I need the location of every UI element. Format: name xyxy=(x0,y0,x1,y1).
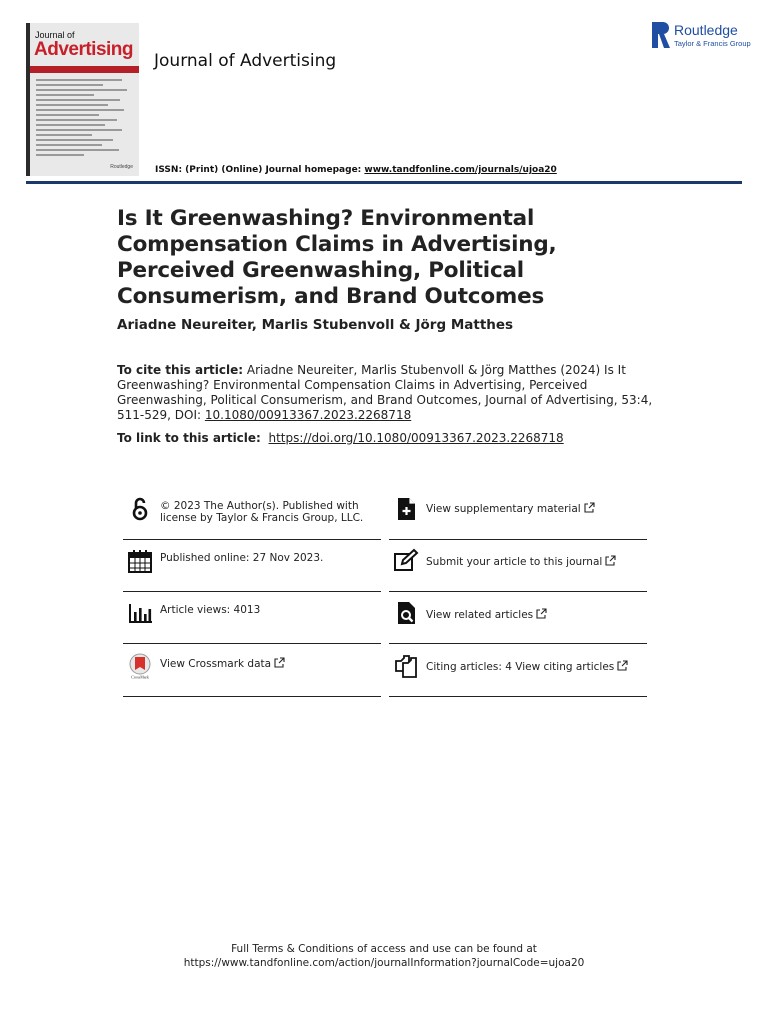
submit-link[interactable] xyxy=(426,555,642,568)
open-access-text: © 2023 The Author(s). Published with license by Taylor & Francis Group, LLC. xyxy=(160,500,364,524)
submit-text: Submit your article to this journal xyxy=(426,556,603,568)
journal-homepage-link[interactable]: www.tandfonline.com/journals/ujoa20 xyxy=(364,165,557,175)
add-document-icon xyxy=(393,496,419,522)
article-authors: Ariadne Neureiter, Marlis Stubenvoll & Jörg Matthes xyxy=(117,317,514,333)
footer xyxy=(0,942,768,970)
external-link-icon xyxy=(605,555,616,566)
article-doi-url[interactable]: https://doi.org/10.1080/00913367.2023.2268718 xyxy=(268,431,564,445)
cover-title-line2: Advertising xyxy=(34,39,134,60)
views-cell xyxy=(123,592,381,644)
journal-cover-thumbnail xyxy=(26,23,139,176)
published-cell xyxy=(123,540,381,592)
cover-contents-lines xyxy=(36,79,132,159)
footer-terms-url[interactable]: https://www.tandfonline.com/action/journalInformation?journalCode=ujoa20 xyxy=(183,957,585,969)
related-text: View related articles xyxy=(426,609,534,621)
citing-text: Citing articles: 4 View citing articles xyxy=(426,661,615,673)
cover-title-line1: Journal of xyxy=(35,30,75,40)
article-title: Is It Greenwashing? Environmental Compensation Claims in Advertising, Perceived Greenwashing, Political Consumerism, and Brand Outcomes xyxy=(117,206,557,309)
open-access-cell xyxy=(123,488,381,540)
cell-divider xyxy=(123,643,381,644)
issn-line xyxy=(155,165,557,175)
publisher-logo xyxy=(652,20,752,50)
cite-text: Ariadne Neureiter, Marlis Stubenvoll & Jörg Matthes (2024) Is It Greenwashing? Environmental Compensation Claims in Advertising, Perceived Greenwashing, Political Consumerism, and Brand Outcomes, Journal of Advertising, 53:4, 511-529, DOI: xyxy=(117,363,653,422)
crossmark-logo-text: CrossMark xyxy=(131,674,149,679)
link-label: To link to this article: xyxy=(117,431,261,445)
publisher-group: Taylor & Francis Group xyxy=(674,39,751,48)
cover-band xyxy=(30,66,139,73)
crossmark-icon xyxy=(127,653,153,679)
cite-label: To cite this article: xyxy=(117,363,244,377)
footer-terms-text: Full Terms & Conditions of access and use can be found at xyxy=(231,943,537,955)
document-search-icon xyxy=(393,600,419,626)
crossmark-link[interactable] xyxy=(160,657,376,670)
external-link-icon xyxy=(617,660,628,671)
related-link[interactable] xyxy=(426,608,642,621)
related-cell[interactable] xyxy=(389,592,647,644)
crossmark-text: View Crossmark data xyxy=(160,658,272,670)
open-access-icon xyxy=(127,496,153,522)
calendar-icon xyxy=(127,548,153,574)
supplementary-text: View supplementary material xyxy=(426,503,581,515)
submit-cell[interactable] xyxy=(389,540,647,592)
cell-divider xyxy=(123,696,381,697)
cell-divider xyxy=(389,696,647,697)
cover-publisher: Routledge xyxy=(110,164,133,170)
header-rule xyxy=(26,181,742,184)
citing-cell[interactable] xyxy=(389,645,647,697)
journal-title: Journal of Advertising xyxy=(154,51,337,71)
bar-chart-icon xyxy=(127,600,153,626)
doi-link[interactable]: 10.1080/00913367.2023.2268718 xyxy=(204,408,412,422)
quote-documents-icon xyxy=(393,653,419,679)
external-link-icon xyxy=(536,608,547,619)
article-link-line xyxy=(117,431,564,445)
supplementary-link[interactable] xyxy=(426,502,642,515)
cell-divider xyxy=(389,643,647,644)
external-link-icon xyxy=(274,657,285,668)
citing-link[interactable] xyxy=(426,660,642,673)
external-link-icon xyxy=(584,502,595,513)
crossmark-cell[interactable] xyxy=(123,645,381,697)
published-date: Published online: 27 Nov 2023. xyxy=(160,552,324,564)
issn-text: ISSN: (Print) (Online) Journal homepage: xyxy=(155,165,365,175)
routledge-r-icon xyxy=(652,22,670,48)
citation-block xyxy=(117,363,657,423)
supplementary-cell[interactable] xyxy=(389,488,647,540)
article-views: Article views: 4013 xyxy=(160,604,261,616)
publisher-name: Routledge xyxy=(674,22,738,38)
edit-icon xyxy=(393,548,419,574)
